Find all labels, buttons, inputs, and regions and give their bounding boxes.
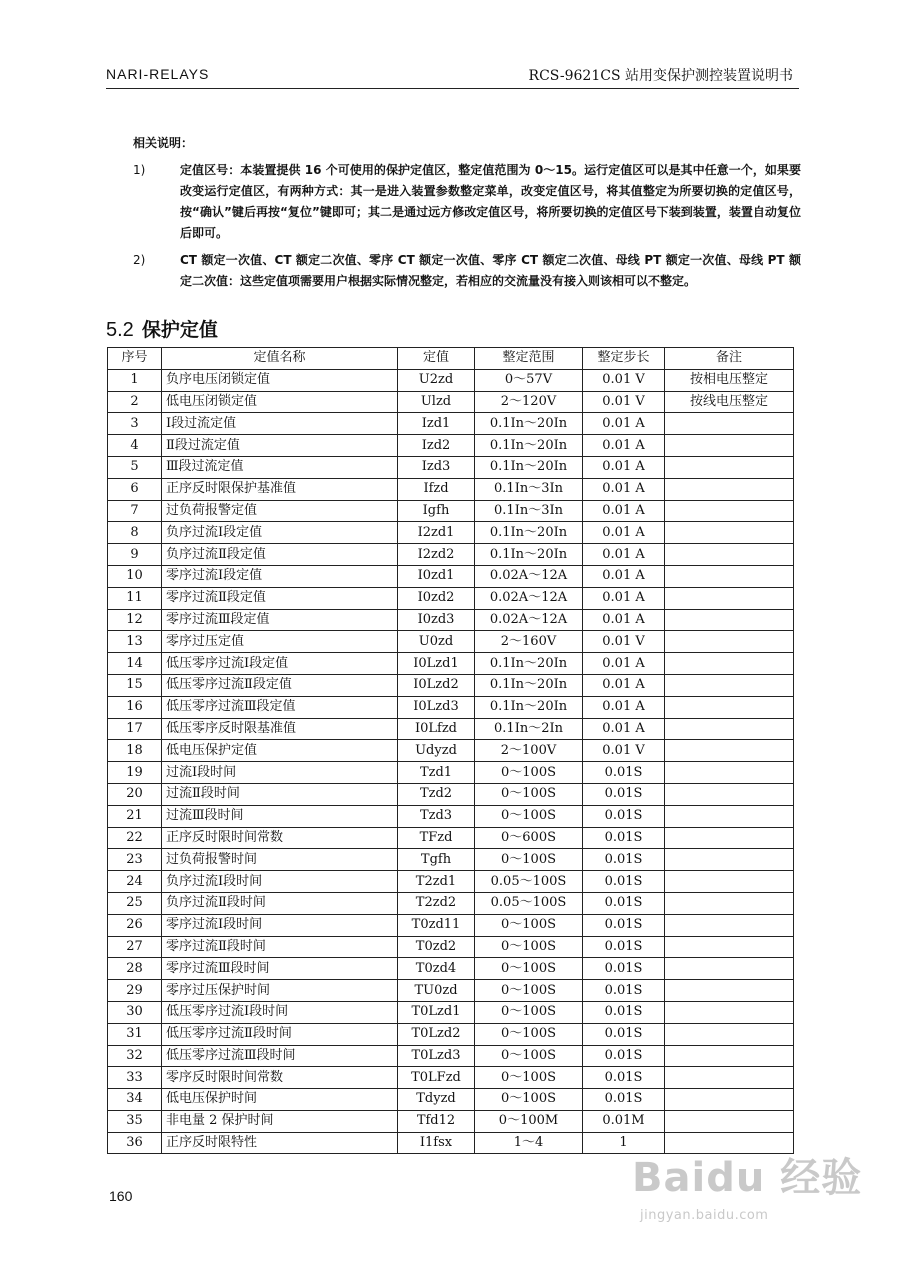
- cell-setting-name: 低电压闭锁定值: [162, 391, 398, 413]
- cell-symbol: I1fsx: [398, 1132, 475, 1154]
- cell-remark: [665, 762, 794, 784]
- cell-range: 2～160V: [475, 631, 583, 653]
- cell-symbol: T0Lzd2: [398, 1023, 475, 1045]
- cell-remark: [665, 1023, 794, 1045]
- cell-step: 0.01S: [583, 805, 665, 827]
- cell-index: 13: [108, 631, 162, 653]
- cell-range: 0.02A～12A: [475, 565, 583, 587]
- table-row: [108, 936, 794, 958]
- cell-range: 0.1In～20In: [475, 413, 583, 435]
- cell-index: 5: [108, 456, 162, 478]
- cell-step: 0.01S: [583, 980, 665, 1002]
- table-row: [108, 587, 794, 609]
- cell-range: 0～100S: [475, 783, 583, 805]
- table-row: [108, 805, 794, 827]
- cell-symbol: T0zd4: [398, 958, 475, 980]
- cell-range: 0.1In～20In: [475, 544, 583, 566]
- cell-range: 0.1In～20In: [475, 674, 583, 696]
- cell-remark: [665, 587, 794, 609]
- cell-remark: [665, 1045, 794, 1067]
- cell-symbol: I0Lzd1: [398, 653, 475, 675]
- table-row: [108, 980, 794, 1002]
- cell-index: 16: [108, 696, 162, 718]
- cell-setting-name: 零序过流Ⅰ段时间: [162, 914, 398, 936]
- cell-range: 0.1In～20In: [475, 522, 583, 544]
- cell-step: 0.01 A: [583, 696, 665, 718]
- cell-symbol: I0zd1: [398, 565, 475, 587]
- cell-index: 19: [108, 762, 162, 784]
- cell-range: 0.1In～20In: [475, 696, 583, 718]
- cell-range: 0～100S: [475, 1001, 583, 1023]
- cell-index: 3: [108, 413, 162, 435]
- cell-remark: [665, 783, 794, 805]
- cell-index: 8: [108, 522, 162, 544]
- cell-range: 0.1In～20In: [475, 435, 583, 457]
- cell-step: 0.01S: [583, 892, 665, 914]
- cell-index: 6: [108, 478, 162, 500]
- cell-range: 0.1In～20In: [475, 653, 583, 675]
- table-row: [108, 413, 794, 435]
- table-row: [108, 1110, 794, 1132]
- cell-remark: [665, 827, 794, 849]
- table-row: [108, 522, 794, 544]
- section-heading: [106, 315, 218, 342]
- cell-remark: [665, 435, 794, 457]
- cell-symbol: Tdyzd: [398, 1089, 475, 1111]
- cell-range: 0.02A～12A: [475, 609, 583, 631]
- cell-setting-name: 非电量 2 保护时间: [162, 1110, 398, 1132]
- cell-symbol: T2zd1: [398, 871, 475, 893]
- cell-range: 0～100S: [475, 1067, 583, 1089]
- table-row: [108, 674, 794, 696]
- cell-remark: [665, 849, 794, 871]
- cell-step: 0.01S: [583, 849, 665, 871]
- cell-remark: [665, 456, 794, 478]
- cell-step: 0.01 A: [583, 544, 665, 566]
- cell-remark: [665, 958, 794, 980]
- cell-range: 0.1In～20In: [475, 456, 583, 478]
- table-row: [108, 478, 794, 500]
- note-number: 2): [133, 253, 146, 267]
- notes-title: 相关说明：: [133, 136, 194, 150]
- cell-symbol: TFzd: [398, 827, 475, 849]
- cell-step: 0.01 A: [583, 456, 665, 478]
- table-row: [108, 544, 794, 566]
- cell-setting-name: 低压零序反时限基准值: [162, 718, 398, 740]
- table-header-row: [108, 348, 794, 370]
- table-row: [108, 762, 794, 784]
- table-row: [108, 1023, 794, 1045]
- cell-remark: [665, 718, 794, 740]
- cell-symbol: T2zd2: [398, 892, 475, 914]
- cell-step: 0.01 A: [583, 565, 665, 587]
- cell-range: 0.1In～2In: [475, 718, 583, 740]
- cell-symbol: Ulzd: [398, 391, 475, 413]
- cell-symbol: T0zd11: [398, 914, 475, 936]
- cell-remark: [665, 674, 794, 696]
- cell-step: 0.01S: [583, 1045, 665, 1067]
- cell-range: 1～4: [475, 1132, 583, 1154]
- cell-range: 0～100S: [475, 1045, 583, 1067]
- cell-range: 0～57V: [475, 369, 583, 391]
- cell-setting-name: 过负荷报警时间: [162, 849, 398, 871]
- cell-symbol: I2zd2: [398, 544, 475, 566]
- cell-index: 24: [108, 871, 162, 893]
- cell-index: 36: [108, 1132, 162, 1154]
- cell-step: 0.01 A: [583, 609, 665, 631]
- cell-index: 33: [108, 1067, 162, 1089]
- cell-symbol: I2zd1: [398, 522, 475, 544]
- note-number: 1): [133, 163, 146, 177]
- cell-setting-name: 负序电压闭锁定值: [162, 369, 398, 391]
- cell-step: 0.01S: [583, 783, 665, 805]
- cell-setting-name: Ⅲ段过流定值: [162, 456, 398, 478]
- cell-symbol: T0zd2: [398, 936, 475, 958]
- table-row: [108, 696, 794, 718]
- cell-setting-name: 低电压保护定值: [162, 740, 398, 762]
- cell-step: 0.01 V: [583, 740, 665, 762]
- cell-remark: [665, 1067, 794, 1089]
- cell-index: 18: [108, 740, 162, 762]
- table-row: [108, 849, 794, 871]
- cell-remark: [665, 631, 794, 653]
- cell-step: 0.01S: [583, 1067, 665, 1089]
- table-row: [108, 1067, 794, 1089]
- cell-step: 0.01 V: [583, 391, 665, 413]
- table-row: [108, 653, 794, 675]
- cell-index: 10: [108, 565, 162, 587]
- cell-range: 0.05～100S: [475, 892, 583, 914]
- cell-range: 0～100S: [475, 936, 583, 958]
- table-row: [108, 827, 794, 849]
- cell-range: 0～100S: [475, 849, 583, 871]
- cell-range: 0～100M: [475, 1110, 583, 1132]
- page-number: 160: [109, 1188, 133, 1204]
- cell-step: 0.01M: [583, 1110, 665, 1132]
- cell-step: 0.01S: [583, 1089, 665, 1111]
- cell-symbol: T0Lzd3: [398, 1045, 475, 1067]
- table-row: [108, 783, 794, 805]
- cell-remark: [665, 522, 794, 544]
- cell-setting-name: 过负荷报警定值: [162, 500, 398, 522]
- cell-range: 0.1In～3In: [475, 478, 583, 500]
- cell-symbol: Izd2: [398, 435, 475, 457]
- cell-index: 26: [108, 914, 162, 936]
- section-title-text: 保护定值: [141, 319, 218, 341]
- table-row: [108, 500, 794, 522]
- cell-setting-name: 低压零序过流Ⅰ段定值: [162, 653, 398, 675]
- cell-step: 0.01 A: [583, 674, 665, 696]
- table-row: [108, 435, 794, 457]
- cell-index: 30: [108, 1001, 162, 1023]
- cell-range: 2～120V: [475, 391, 583, 413]
- cell-remark: [665, 609, 794, 631]
- cell-step: 1: [583, 1132, 665, 1154]
- cell-symbol: Tzd1: [398, 762, 475, 784]
- cell-symbol: T0LFzd: [398, 1067, 475, 1089]
- cell-setting-name: 负序过流Ⅰ段定值: [162, 522, 398, 544]
- cell-index: 35: [108, 1110, 162, 1132]
- cell-remark: 按相电压整定: [665, 369, 794, 391]
- cell-setting-name: 零序过流Ⅲ段时间: [162, 958, 398, 980]
- cell-setting-name: 低电压保护时间: [162, 1089, 398, 1111]
- cell-remark: [665, 805, 794, 827]
- cell-setting-name: 负序过流Ⅱ段时间: [162, 892, 398, 914]
- cell-index: 1: [108, 369, 162, 391]
- note-item: [133, 250, 801, 292]
- cell-range: 0～100S: [475, 914, 583, 936]
- table-row: [108, 871, 794, 893]
- column-header-symbol: 定值: [398, 348, 475, 370]
- cell-setting-name: 负序过流Ⅱ段定值: [162, 544, 398, 566]
- cell-step: 0.01S: [583, 958, 665, 980]
- cell-symbol: Tgfh: [398, 849, 475, 871]
- table-row: [108, 1089, 794, 1111]
- cell-setting-name: 正序反时限特性: [162, 1132, 398, 1154]
- cell-remark: [665, 980, 794, 1002]
- column-header-step: 整定步长: [583, 348, 665, 370]
- cell-step: 0.01S: [583, 1023, 665, 1045]
- cell-symbol: I0zd3: [398, 609, 475, 631]
- cell-index: 9: [108, 544, 162, 566]
- cell-setting-name: 过流Ⅱ段时间: [162, 783, 398, 805]
- baidu-watermark: [632, 1146, 863, 1246]
- table-row: [108, 631, 794, 653]
- cell-step: 0.01 A: [583, 522, 665, 544]
- table-row: [108, 456, 794, 478]
- cell-remark: [665, 1110, 794, 1132]
- header-divider: [106, 88, 799, 89]
- cell-index: 25: [108, 892, 162, 914]
- cell-symbol: Udyzd: [398, 740, 475, 762]
- cell-remark: [665, 413, 794, 435]
- cell-remark: [665, 500, 794, 522]
- cell-symbol: Tzd2: [398, 783, 475, 805]
- cell-range: 0.02A～12A: [475, 587, 583, 609]
- cell-index: 32: [108, 1045, 162, 1067]
- cell-setting-name: Ⅰ段过流定值: [162, 413, 398, 435]
- cell-step: 0.01 V: [583, 369, 665, 391]
- table-row: [108, 892, 794, 914]
- cell-index: 28: [108, 958, 162, 980]
- cell-index: 22: [108, 827, 162, 849]
- cell-symbol: I0Lfzd: [398, 718, 475, 740]
- cell-range: 0～100S: [475, 980, 583, 1002]
- cell-range: 0～100S: [475, 958, 583, 980]
- note-text: 定值区号：本装置提供 16 个可使用的保护定值区，整定值范围为 0～15。运行定值区可以是其中任意一个，如果要改变运行定值区，有两种方式：其一是进入装置参数整定菜单，改变定值区号，将其值整定为所要切换的定值区号，按“确认”键后再按“复位”键即可；其二是通过远方修改定值区号，将所要切换的定值区号下装到装置，装置自动复位后即可。: [180, 163, 801, 240]
- cell-range: 2～100V: [475, 740, 583, 762]
- cell-symbol: I0Lzd2: [398, 674, 475, 696]
- cell-remark: 按线电压整定: [665, 391, 794, 413]
- cell-setting-name: 过流Ⅰ段时间: [162, 762, 398, 784]
- cell-range: 0～100S: [475, 1089, 583, 1111]
- cell-step: 0.01 A: [583, 435, 665, 457]
- cell-step: 0.01 A: [583, 653, 665, 675]
- cell-step: 0.01S: [583, 936, 665, 958]
- cell-setting-name: 低压零序过流Ⅲ段时间: [162, 1045, 398, 1067]
- cell-remark: [665, 653, 794, 675]
- cell-index: 31: [108, 1023, 162, 1045]
- cell-remark: [665, 565, 794, 587]
- cell-index: 4: [108, 435, 162, 457]
- cell-index: 23: [108, 849, 162, 871]
- column-header-remark: 备注: [665, 348, 794, 370]
- note-text: CT 额定一次值、CT 额定二次值、零序 CT 额定一次值、零序 CT 额定二次值、母线 PT 额定一次值、母线 PT 额定二次值：这些定值项需要用户根据实际情况整定，若相应的交流量没有接入则该相可以不整定。: [180, 253, 801, 288]
- cell-index: 2: [108, 391, 162, 413]
- cell-index: 34: [108, 1089, 162, 1111]
- protection-settings-table: [107, 347, 794, 1154]
- cell-symbol: I0Lzd3: [398, 696, 475, 718]
- table-row: [108, 958, 794, 980]
- cell-range: 0.1In～3In: [475, 500, 583, 522]
- cell-index: 14: [108, 653, 162, 675]
- table-row: [108, 369, 794, 391]
- cell-index: 29: [108, 980, 162, 1002]
- table-row: [108, 609, 794, 631]
- cell-step: 0.01S: [583, 762, 665, 784]
- watermark-url: jingyan.baidu.com: [640, 1208, 769, 1223]
- cell-index: 7: [108, 500, 162, 522]
- cell-setting-name: 负序过流Ⅰ段时间: [162, 871, 398, 893]
- cell-step: 0.01 A: [583, 478, 665, 500]
- cell-index: 15: [108, 674, 162, 696]
- cell-step: 0.01S: [583, 1001, 665, 1023]
- cell-setting-name: 零序过压定值: [162, 631, 398, 653]
- cell-range: 0～100S: [475, 805, 583, 827]
- cell-symbol: Ifzd: [398, 478, 475, 500]
- cell-symbol: I0zd2: [398, 587, 475, 609]
- column-header-name: 定值名称: [162, 348, 398, 370]
- table-row: [108, 1001, 794, 1023]
- cell-index: 21: [108, 805, 162, 827]
- cell-remark: [665, 914, 794, 936]
- cell-index: 17: [108, 718, 162, 740]
- cell-index: 27: [108, 936, 162, 958]
- cell-step: 0.01 A: [583, 413, 665, 435]
- header-brand: NARI-RELAYS: [106, 66, 210, 82]
- watermark-logo: Baidu 经验: [632, 1155, 863, 1201]
- cell-remark: [665, 544, 794, 566]
- cell-symbol: TU0zd: [398, 980, 475, 1002]
- cell-remark: [665, 892, 794, 914]
- cell-step: 0.01 A: [583, 587, 665, 609]
- cell-step: 0.01S: [583, 914, 665, 936]
- table-row: [108, 391, 794, 413]
- table-row: [108, 718, 794, 740]
- cell-index: 20: [108, 783, 162, 805]
- cell-remark: [665, 1089, 794, 1111]
- section-number: 5.2: [106, 319, 134, 341]
- cell-symbol: T0Lzd1: [398, 1001, 475, 1023]
- cell-symbol: U0zd: [398, 631, 475, 653]
- cell-range: 0～100S: [475, 1023, 583, 1045]
- cell-symbol: U2zd: [398, 369, 475, 391]
- note-item: [133, 160, 801, 244]
- cell-index: 11: [108, 587, 162, 609]
- cell-setting-name: 零序反时限时间常数: [162, 1067, 398, 1089]
- cell-symbol: Izd1: [398, 413, 475, 435]
- cell-remark: [665, 1001, 794, 1023]
- cell-step: 0.01 V: [583, 631, 665, 653]
- cell-step: 0.01 A: [583, 500, 665, 522]
- cell-step: 0.01S: [583, 827, 665, 849]
- cell-remark: [665, 871, 794, 893]
- cell-setting-name: 低压零序过流Ⅰ段时间: [162, 1001, 398, 1023]
- header-document-title: RCS-9621CS 站用变保护测控装置说明书: [528, 68, 793, 84]
- cell-setting-name: 低压零序过流Ⅱ段时间: [162, 1023, 398, 1045]
- cell-setting-name: 零序过流Ⅱ段时间: [162, 936, 398, 958]
- cell-setting-name: 低压零序过流Ⅲ段定值: [162, 696, 398, 718]
- related-notes: [133, 133, 801, 298]
- cell-setting-name: 低压零序过流Ⅱ段定值: [162, 674, 398, 696]
- cell-symbol: Tfd12: [398, 1110, 475, 1132]
- cell-index: 12: [108, 609, 162, 631]
- cell-symbol: Tzd3: [398, 805, 475, 827]
- cell-remark: [665, 936, 794, 958]
- column-header-index: 序号: [108, 348, 162, 370]
- cell-setting-name: 零序过流Ⅱ段定值: [162, 587, 398, 609]
- cell-setting-name: 正序反时限保护基准值: [162, 478, 398, 500]
- cell-range: 0.05～100S: [475, 871, 583, 893]
- cell-setting-name: 零序过流Ⅲ段定值: [162, 609, 398, 631]
- cell-range: 0～100S: [475, 762, 583, 784]
- cell-setting-name: 正序反时限时间常数: [162, 827, 398, 849]
- table-row: [108, 1045, 794, 1067]
- cell-symbol: Izd3: [398, 456, 475, 478]
- cell-setting-name: 零序过压保护时间: [162, 980, 398, 1002]
- table-row: [108, 914, 794, 936]
- cell-step: 0.01S: [583, 871, 665, 893]
- cell-setting-name: Ⅱ段过流定值: [162, 435, 398, 457]
- cell-step: 0.01 A: [583, 718, 665, 740]
- table-row: [108, 740, 794, 762]
- column-header-range: 整定范围: [475, 348, 583, 370]
- cell-remark: [665, 696, 794, 718]
- cell-remark: [665, 740, 794, 762]
- cell-range: 0～600S: [475, 827, 583, 849]
- table-row: [108, 565, 794, 587]
- cell-symbol: Igfh: [398, 500, 475, 522]
- cell-setting-name: 零序过流Ⅰ段定值: [162, 565, 398, 587]
- cell-remark: [665, 478, 794, 500]
- cell-setting-name: 过流Ⅲ段时间: [162, 805, 398, 827]
